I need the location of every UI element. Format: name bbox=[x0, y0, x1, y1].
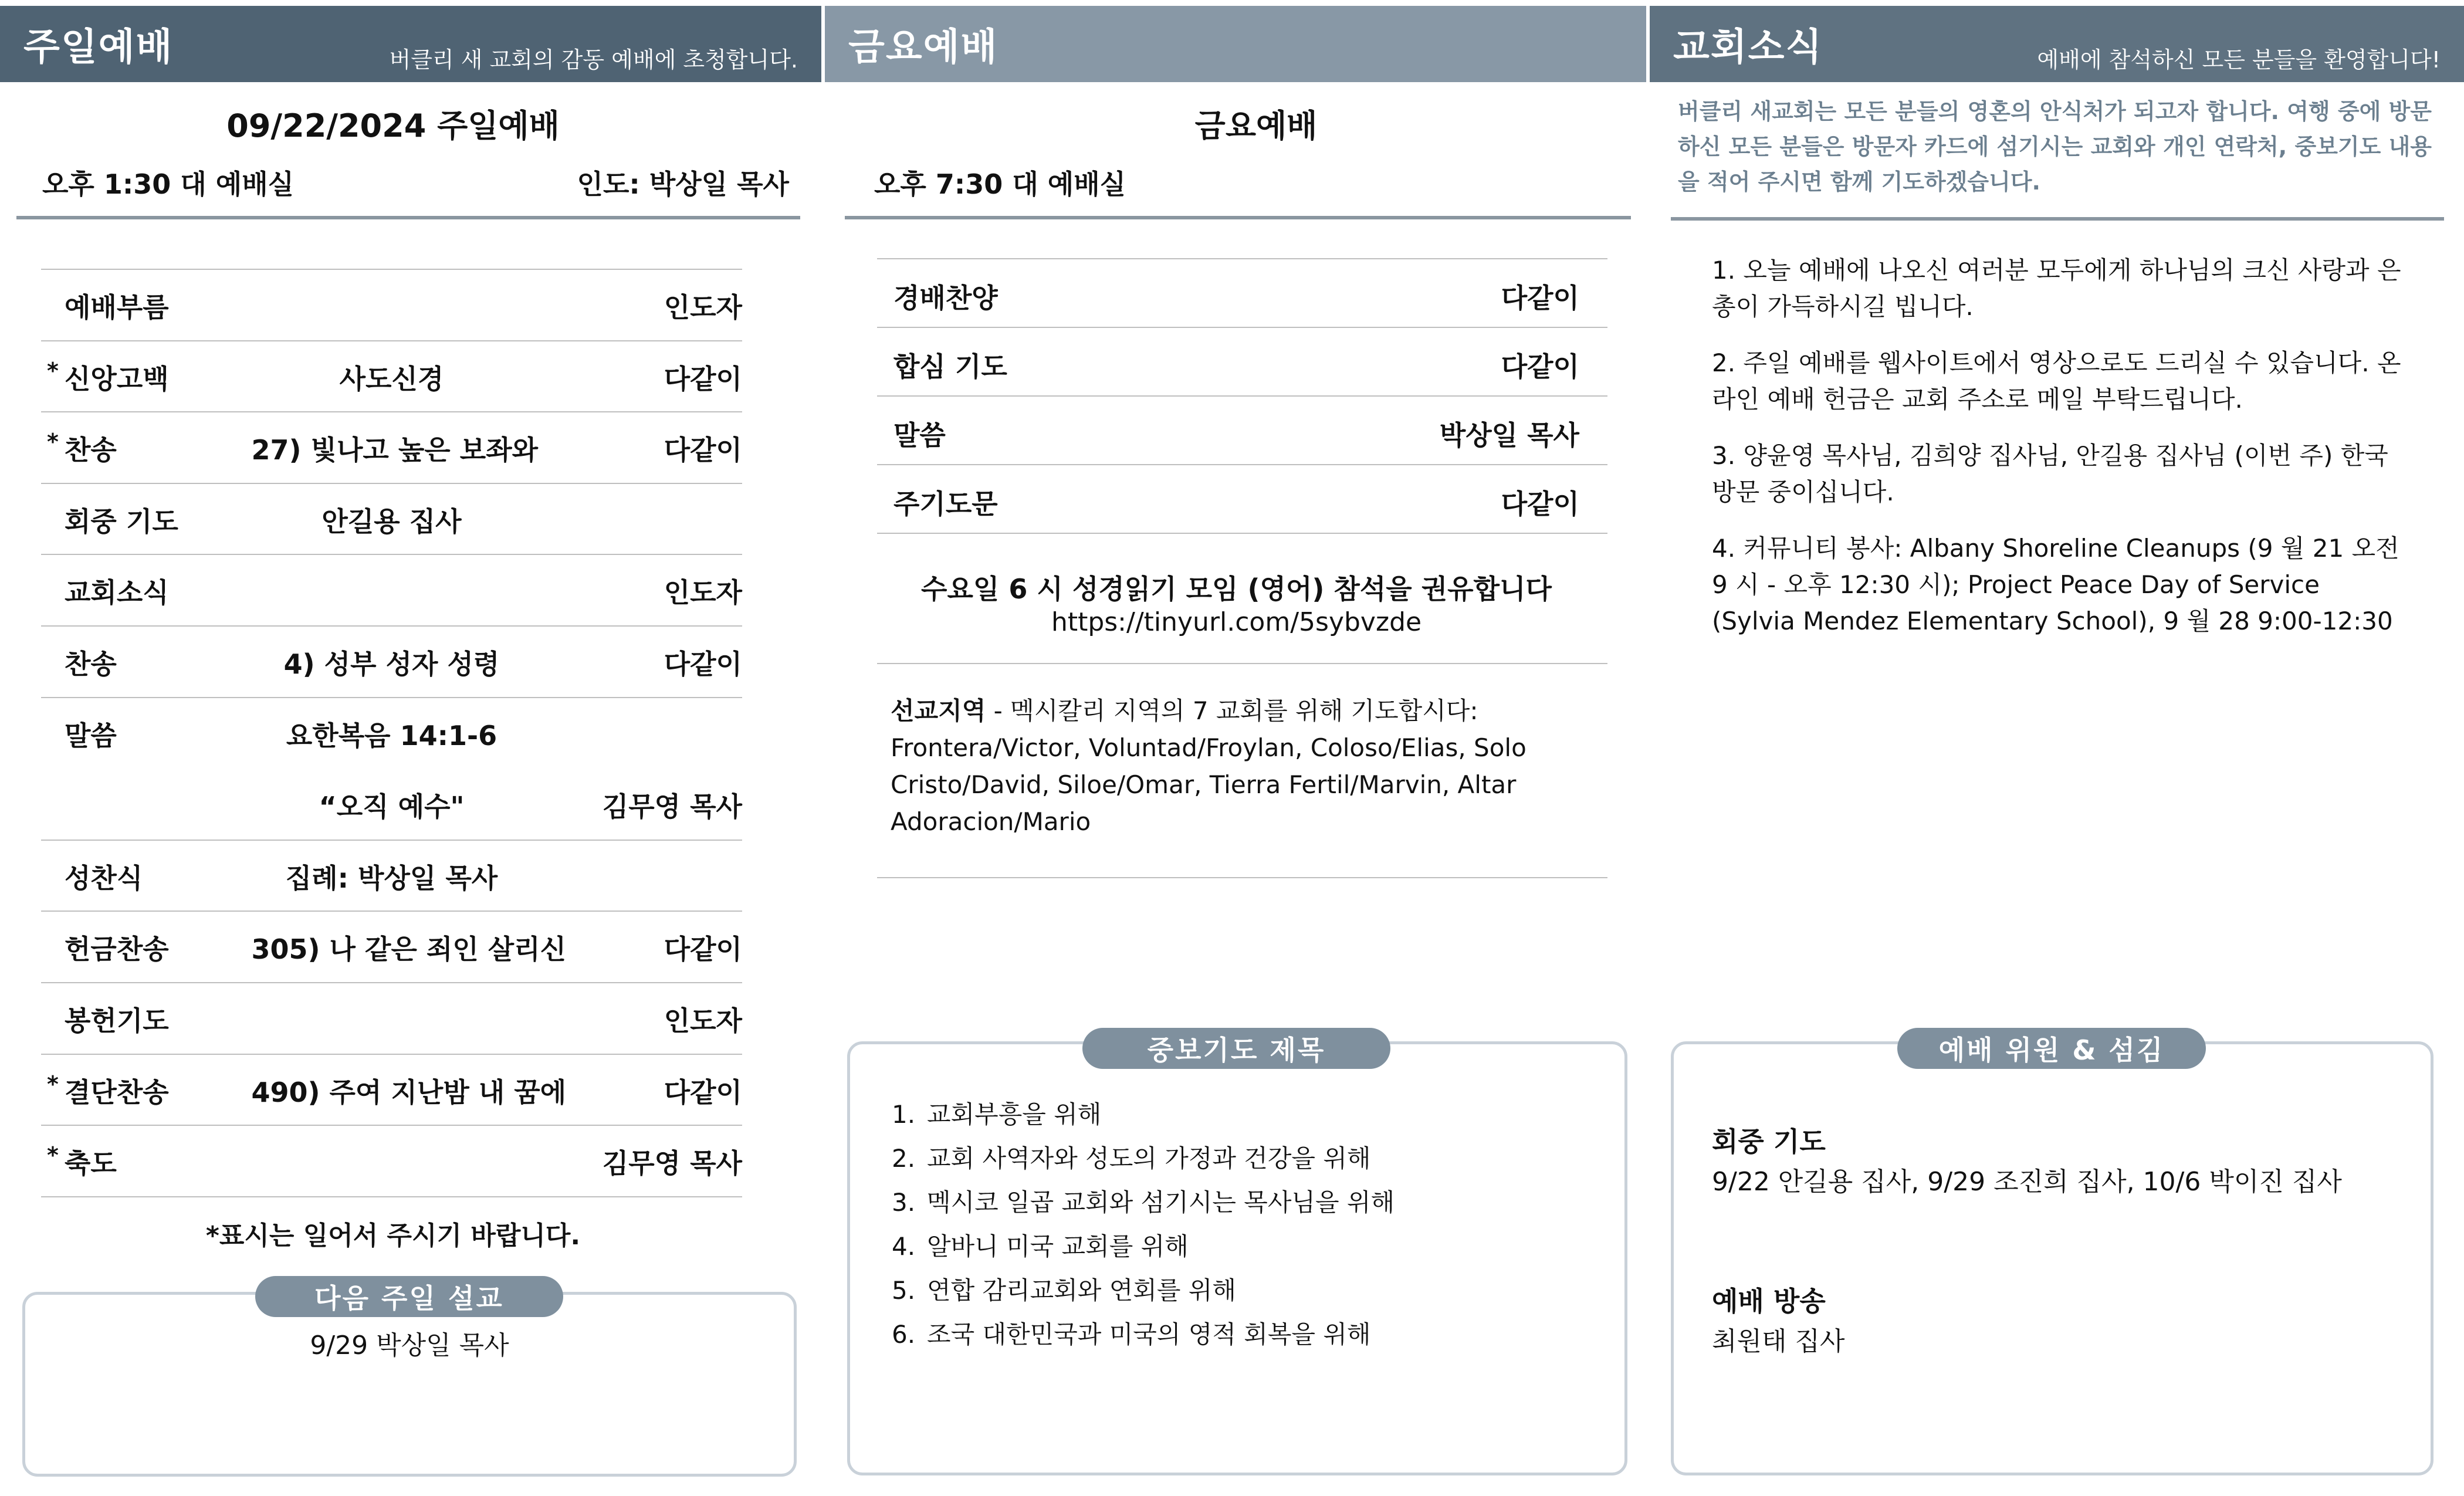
sunday-header bbox=[0, 6, 821, 82]
prayer-topic-number: 6. bbox=[892, 1320, 916, 1349]
announcement-item: 3. 양윤영 목사님, 김희양 집사님, 안길용 집사님 (이번 주) 한국 방문 중이십니다. bbox=[1712, 441, 2388, 506]
friday-order-rule bbox=[877, 327, 1607, 328]
order-star: * bbox=[47, 1142, 59, 1169]
friday-item-by: 다같이 bbox=[1501, 282, 1579, 314]
sunday-order-rule bbox=[41, 1125, 742, 1126]
mission-divider bbox=[877, 877, 1607, 878]
announcement-item: 2. 주일 예배를 웹사이트에서 영상으로도 드리실 수 있습니다. 온라인 예배 헌금은 교회 주소로 메일 부탁드립니다. bbox=[1712, 348, 2401, 414]
sunday-order-rule bbox=[41, 840, 742, 841]
order-item-name: 예배부름 bbox=[65, 292, 169, 323]
prayer-topic-text: 연합 감리교회와 연회를 위해 bbox=[927, 1276, 1236, 1305]
order-item-by: 다같이 bbox=[664, 363, 742, 395]
announcement-list bbox=[1712, 252, 2404, 659]
friday-header-title: 금요예배 bbox=[848, 26, 999, 69]
order-item-name: 헌금찬송 bbox=[65, 933, 169, 966]
order-item-content: 490) 주여 지난밤 내 꿈에 bbox=[251, 1076, 567, 1108]
news-title-divider bbox=[1671, 217, 2444, 221]
friday-item-by: 다같이 bbox=[1501, 351, 1579, 383]
order-item-by: 인도자 bbox=[664, 292, 742, 323]
prayer-topic-item bbox=[892, 1312, 1395, 1356]
friday-item-by: 박상일 목사 bbox=[1439, 419, 1579, 451]
sunday-time-place: 오후 1:30 대 예배실 bbox=[42, 168, 295, 200]
staff-label: 예배 위원 & 섬김 bbox=[1897, 1028, 2206, 1069]
friday-time-place: 오후 7:30 대 예배실 bbox=[874, 168, 1126, 200]
order-item-name: 교회소식 bbox=[65, 577, 169, 609]
sunday-order-rule bbox=[41, 1054, 742, 1055]
order-item-content: 요한복음 14:1-6 bbox=[286, 719, 497, 752]
order-item-content: 27) 빛나고 높은 보좌와 bbox=[251, 434, 539, 466]
sunday-order-rule bbox=[41, 982, 742, 983]
friday-order-top-rule bbox=[877, 258, 1607, 259]
order-star: * bbox=[47, 429, 59, 455]
news-header-subtitle: 예배에 참석하신 모든 분들을 환영합니다! bbox=[2037, 47, 2441, 73]
friday-item-name: 말씀 bbox=[893, 419, 946, 451]
announcement-item: 1. 오늘 예배에 나오신 여러분 모두에게 하나님의 크신 사랑과 은총이 가득하시길 빕니다. bbox=[1712, 256, 2401, 321]
prayer-topic-number: 1. bbox=[892, 1100, 916, 1129]
prayer-topic-number: 2. bbox=[892, 1144, 916, 1173]
broadcast-name: 최원태 집사 bbox=[1712, 1326, 1845, 1356]
order-item-name: 결단찬송 bbox=[65, 1076, 169, 1108]
order-item-name: 봉헌기도 bbox=[65, 1005, 169, 1037]
friday-item-name: 합심 기도 bbox=[893, 351, 1007, 383]
order-item-name: 축도 bbox=[65, 1148, 117, 1180]
prayer-topic-number: 5. bbox=[892, 1276, 916, 1305]
staff-box bbox=[1671, 1041, 2433, 1475]
sunday-order-rule bbox=[41, 1196, 742, 1197]
sunday-leader: 인도: 박상일 목사 bbox=[577, 168, 789, 200]
friday-order-rule bbox=[877, 395, 1607, 397]
mission-text: - 멕시칼리 지역의 7 교회를 위해 기도합시다: Frontera/Victor, Voluntad/Froylan, Coloso/Elias, Solo Cristo/David, Siloe/Omar, Tierra Fertil/Marvin, Altar Adoracion/Mario bbox=[891, 696, 1527, 836]
stand-note: *표시는 일어서 주시기 바랍니다. bbox=[205, 1221, 581, 1251]
sunday-header-title: 주일예배 bbox=[23, 26, 174, 69]
bible-study-link[interactable]: https://tinyurl.com/5sybvzde bbox=[1051, 607, 1422, 637]
order-item-by: 인도자 bbox=[664, 577, 742, 609]
mission-paragraph bbox=[891, 692, 1595, 840]
order-star: * bbox=[47, 1071, 59, 1097]
order-item-content: 안길용 집사 bbox=[321, 505, 462, 537]
order-item-content: 4) 성부 성자 성령 bbox=[283, 648, 500, 680]
sunday-title-divider bbox=[16, 216, 800, 219]
sunday-order-top-rule bbox=[41, 269, 742, 270]
friday-order-rule bbox=[877, 464, 1607, 465]
order-item-by: 김무영 목사 bbox=[602, 791, 742, 823]
order-item-name: 회중 기도 bbox=[65, 505, 178, 537]
order-item-name: 찬송 bbox=[65, 434, 117, 466]
sunday-order-rule bbox=[41, 411, 742, 412]
order-item-content: 305) 나 같은 죄인 살리신 bbox=[251, 933, 567, 966]
broadcast-title: 예배 방송 bbox=[1712, 1285, 1826, 1317]
next-sermon-label: 다음 주일 설교 bbox=[255, 1276, 563, 1317]
prayer-topic-item bbox=[892, 1092, 1395, 1136]
sunday-order-rule bbox=[41, 911, 742, 912]
prayer-topic-text: 교회부흥을 위해 bbox=[927, 1100, 1102, 1129]
prayer-topic-item bbox=[892, 1268, 1395, 1312]
congregation-prayer-names: 9/22 안길용 집사, 9/29 조진희 집사, 10/6 박이진 집사 bbox=[1712, 1167, 2342, 1197]
order-item-by: 다같이 bbox=[664, 648, 742, 680]
order-item-by: 다같이 bbox=[664, 434, 742, 466]
order-item-by: 김무영 목사 bbox=[602, 1148, 742, 1180]
prayer-topic-item bbox=[892, 1224, 1395, 1268]
sunday-order-rule bbox=[41, 625, 742, 627]
sunday-order-rule bbox=[41, 483, 742, 484]
prayer-topic-text: 알바니 미국 교회를 위해 bbox=[927, 1232, 1189, 1261]
order-item-by: 다같이 bbox=[664, 933, 742, 966]
next-sermon-box bbox=[22, 1292, 797, 1477]
prayer-topic-text: 교회 사역자와 성도의 가정과 건강을 위해 bbox=[927, 1144, 1371, 1173]
prayer-topic-number: 4. bbox=[892, 1232, 916, 1261]
news-header-title: 교회소식 bbox=[1673, 26, 1823, 69]
order-item-name: 신앙고백 bbox=[65, 363, 169, 395]
order-item-content: 집례: 박상일 목사 bbox=[285, 862, 498, 894]
sunday-order-rule bbox=[41, 554, 742, 555]
prayer-topic-item bbox=[892, 1136, 1395, 1180]
friday-item-name: 주기도문 bbox=[893, 488, 998, 520]
next-sermon-text: 9/29 박상일 목사 bbox=[310, 1331, 509, 1360]
order-item-name: 말씀 bbox=[65, 719, 117, 752]
order-star: * bbox=[47, 357, 59, 384]
friday-item-by: 다같이 bbox=[1501, 488, 1579, 520]
order-item-name: 찬송 bbox=[65, 648, 117, 680]
order-item-content: 사도신경 bbox=[339, 363, 444, 395]
prayer-topics-label: 중보기도 제목 bbox=[1082, 1028, 1390, 1069]
news-header bbox=[1650, 6, 2464, 82]
congregation-prayer-title: 회중 기도 bbox=[1712, 1126, 1826, 1157]
mission-label: 선교지역 bbox=[891, 696, 986, 725]
sunday-order-rule bbox=[41, 340, 742, 341]
friday-item-name: 경배찬양 bbox=[893, 282, 998, 314]
sunday-header-subtitle: 버클리 새 교회의 감동 예배에 초청합니다. bbox=[389, 47, 798, 73]
announcement-item: 4. 커뮤니티 봉사: Albany Shoreline Cleanups (9 월 21 오전 9 시 - 오후 12:30 시); Project Peace Day of Service (Sylvia Mendez Elementary School), 9 월 28 9:00-12:30 bbox=[1712, 534, 2399, 635]
order-item-by: 인도자 bbox=[664, 1005, 742, 1037]
prayer-topic-number: 3. bbox=[892, 1188, 916, 1217]
order-item-by: 다같이 bbox=[664, 1076, 742, 1108]
prayer-topic-text: 멕시코 일곱 교회와 섬기시는 목사님을 위해 bbox=[927, 1188, 1395, 1217]
friday-title-divider bbox=[845, 216, 1631, 219]
sunday-date-title: 09/22/2024 주일예배 bbox=[226, 107, 560, 144]
friday-title: 금요예배 bbox=[1194, 107, 1318, 144]
prayer-topic-text: 조국 대한민국과 미국의 영적 회복을 위해 bbox=[927, 1320, 1371, 1349]
friday-divider bbox=[877, 663, 1607, 664]
prayer-topic-item bbox=[892, 1180, 1395, 1224]
order-item-content: “오직 예수" bbox=[319, 791, 465, 823]
friday-header bbox=[825, 6, 1646, 82]
bible-study-note: 수요일 6 시 성경읽기 모임 (영어) 참석을 권유합니다 bbox=[921, 573, 1552, 605]
prayer-topics-list bbox=[892, 1092, 1395, 1356]
friday-order-rule bbox=[877, 533, 1607, 534]
order-item-name: 성찬식 bbox=[65, 862, 143, 894]
welcome-text: 버클리 새교회는 모든 분들의 영혼의 안식처가 되고자 합니다. 여행 중에 방문하신 모든 분들은 방문자 카드에 섬기시는 교회와 개인 연락처, 중보기도 내용을 적어 주시면 함께 기도하겠습니다. bbox=[1678, 99, 2432, 195]
sunday-order-rule bbox=[41, 697, 742, 698]
